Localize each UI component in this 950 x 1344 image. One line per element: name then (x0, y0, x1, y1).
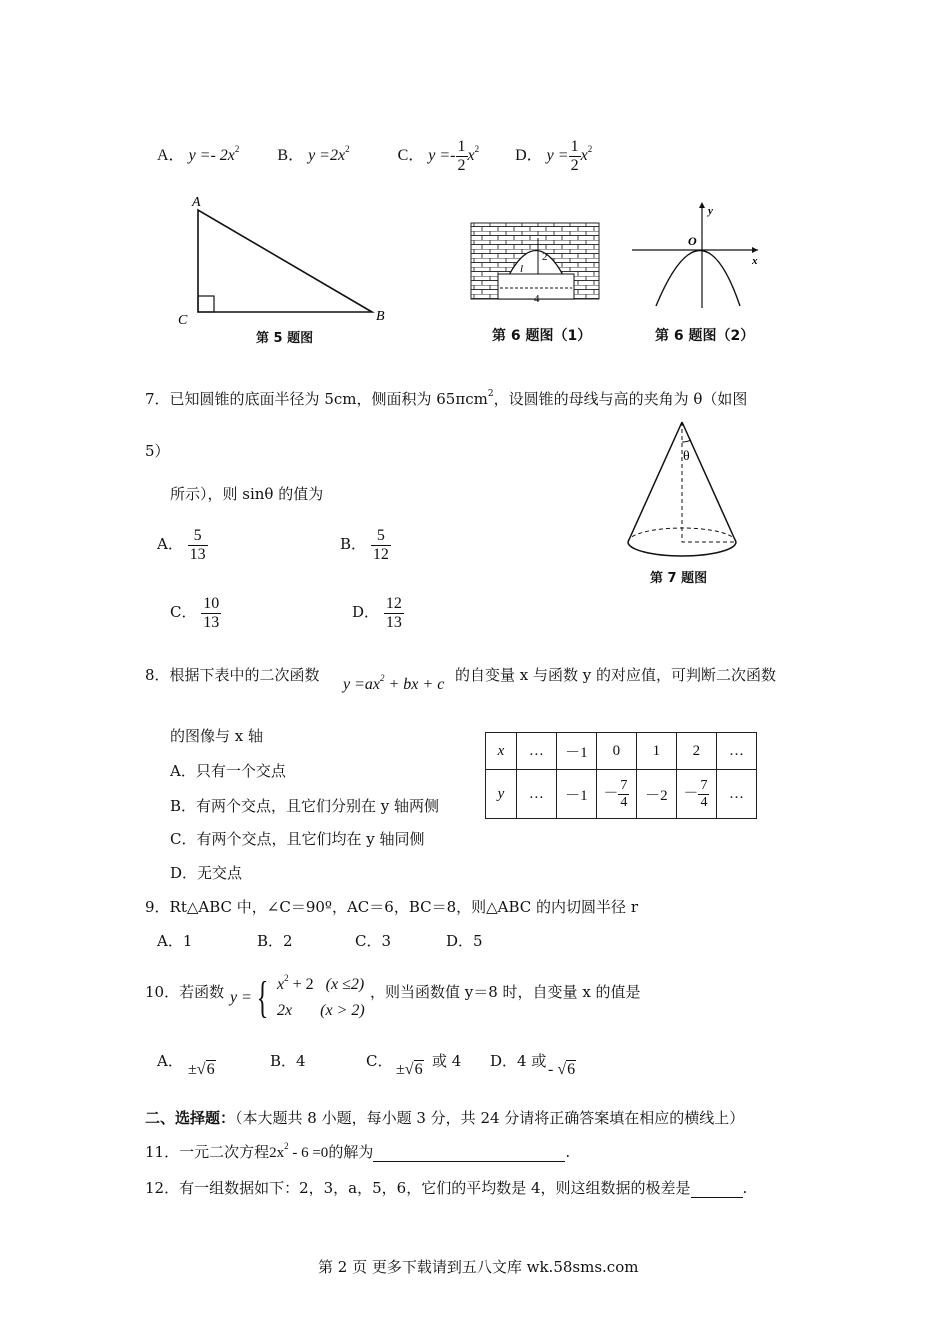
q4-option-d: D． y = $\frac{1}{2}$ $x^2$ (515, 138, 593, 174)
q8-formula: $y =ax^2$ + bx + c (343, 673, 445, 693)
q7-option-a: A． $\frac{5}{13}$ (157, 527, 206, 563)
fig5-caption: 第 5 题图 (256, 331, 314, 346)
table-cell: 1 (636, 733, 676, 770)
q7-option-b: B． $\frac{5}{12}$ (340, 527, 389, 563)
fig5-vertex-a: A (192, 195, 201, 210)
fig6-2-caption: 第 6 题图（2） (655, 328, 755, 344)
table-cell: －2 (636, 770, 676, 819)
fig7-caption: 第 7 题图 (650, 571, 708, 586)
q9-option-a: A．1 (157, 932, 193, 950)
q10-option-c-tail: 或 4 (432, 1052, 462, 1070)
table-cell: 2 (676, 733, 716, 770)
fig7-theta: θ (683, 449, 690, 464)
q9-option-d: D．5 (446, 932, 483, 950)
q8-lead: 8．根据下表中的二次函数 (145, 666, 320, 684)
fig6-1-caption: 第 6 题图（1） (492, 328, 592, 344)
fig5-vertex-c: C (178, 313, 188, 328)
q9-stem: 9．Rt△ABC 中，∠C＝90º，AC＝6，BC＝8，则△ABC 的内切圆半径 r (145, 898, 638, 916)
table-cell: －1 (556, 770, 596, 819)
q4-option-c: C． y =- $\frac{1}{2}$ $x^2$ (397, 138, 480, 174)
page-footer: 第 2 页 更多下载请到五八文库 wk.58sms.com (318, 1258, 639, 1276)
q11: 11．一元二次方程$2x^2 - 6 =0$的解为 . (145, 1141, 571, 1161)
q8-option-c: C．有两个交点，且它们均在 y 轴同侧 (170, 830, 425, 848)
q4-option-a: A． $y =- 2x^2$ (157, 143, 240, 164)
section2-desc: （本大题共 8 小题，每小题 3 分，共 24 分请将正确答案填在相应的横线上） (235, 1109, 745, 1127)
table-cell: … (516, 770, 556, 819)
q7-line2: 5） (145, 442, 170, 460)
fig6-1-height: 2 (542, 251, 548, 263)
q4-options (157, 138, 592, 174)
q7-line3: 所示），则 sinθ 的值为 (170, 485, 324, 503)
table-cell: y (486, 770, 517, 819)
brace-symbol: { (256, 973, 269, 1022)
q4-option-b: B． $y =2x^2$ (277, 143, 350, 164)
q8-option-a: A．只有一个交点 (170, 762, 286, 780)
fig6-1-tunnel (470, 222, 600, 304)
fig5-triangle (170, 190, 400, 350)
table-row-x (486, 733, 757, 770)
fig7-cone (620, 418, 744, 564)
q10-option-d: - √6 (548, 1061, 576, 1078)
q10-option-d-label: D．4 或 (490, 1052, 547, 1070)
table-cell: － $\frac{7}{4}$ (676, 770, 716, 819)
section2-heading (145, 1107, 744, 1128)
section2-title: 二、选择题： (145, 1109, 236, 1127)
q12: 12．有一组数据如下：2，3，a，5，6，它们的平均数是 4，则这组数据的极差是 . (145, 1179, 748, 1197)
table-cell: － $\frac{7}{4}$ (596, 770, 636, 819)
fig6-2-origin: O (688, 234, 697, 248)
q8-option-b: B．有两个交点，且它们分别在 y 轴两侧 (170, 797, 440, 815)
q10-option-b: B．4 (270, 1052, 306, 1070)
q10-lead: 10．若函数 (145, 983, 225, 1001)
table-cell: 0 (596, 733, 636, 770)
q10-tail: ，则当函数值 y＝8 时，自变量 x 的值是 (370, 983, 641, 1001)
fig6-2-y-label: y (708, 205, 713, 217)
fig6-2-parabola (628, 200, 768, 312)
q9-option-b: B．2 (257, 932, 293, 950)
q7-option-c: C． $\frac{10}{13}$ (170, 595, 220, 631)
table-row-y (486, 770, 757, 819)
table-cell: x (486, 733, 517, 770)
fig6-1-width: 4 (534, 293, 540, 304)
table-cell: … (716, 733, 756, 770)
q10-option-c-label: C． (366, 1052, 393, 1070)
fig6-1-l: l (520, 263, 524, 275)
table-cell: … (516, 733, 556, 770)
q12-answer-blank[interactable] (691, 1179, 743, 1198)
q8-option-d: D．无交点 (170, 864, 243, 882)
fig6-2-x-label: x (752, 255, 758, 267)
fig5-vertex-b: B (376, 309, 385, 324)
q10-option-a-label: A． (157, 1052, 183, 1070)
q8-value-table (485, 732, 757, 819)
q8-after: 的自变量 x 与函数 y 的对应值，可判断二次函数 (455, 666, 777, 684)
q10-option-c: ±√6 (396, 1061, 423, 1078)
q10-option-a: ±√6 (188, 1061, 215, 1078)
q8-line2: 的图像与 x 轴 (170, 727, 263, 745)
q7-line1: 7．已知圆锥的底面半径为 5cm，侧面积为 65πcm$^2$，设圆锥的母线与高的夹角为 θ（如图 (145, 389, 748, 408)
table-cell: －1 (556, 733, 596, 770)
q7-option-d: D． $\frac{12}{13}$ (352, 595, 402, 631)
q11-answer-blank[interactable] (373, 1143, 565, 1162)
q9-option-c: C．3 (355, 932, 392, 950)
table-cell: … (716, 770, 756, 819)
q10-piecewise: y = { $x^2 + 2$ (x ≤2) 2x (x > 2) (230, 973, 365, 1022)
